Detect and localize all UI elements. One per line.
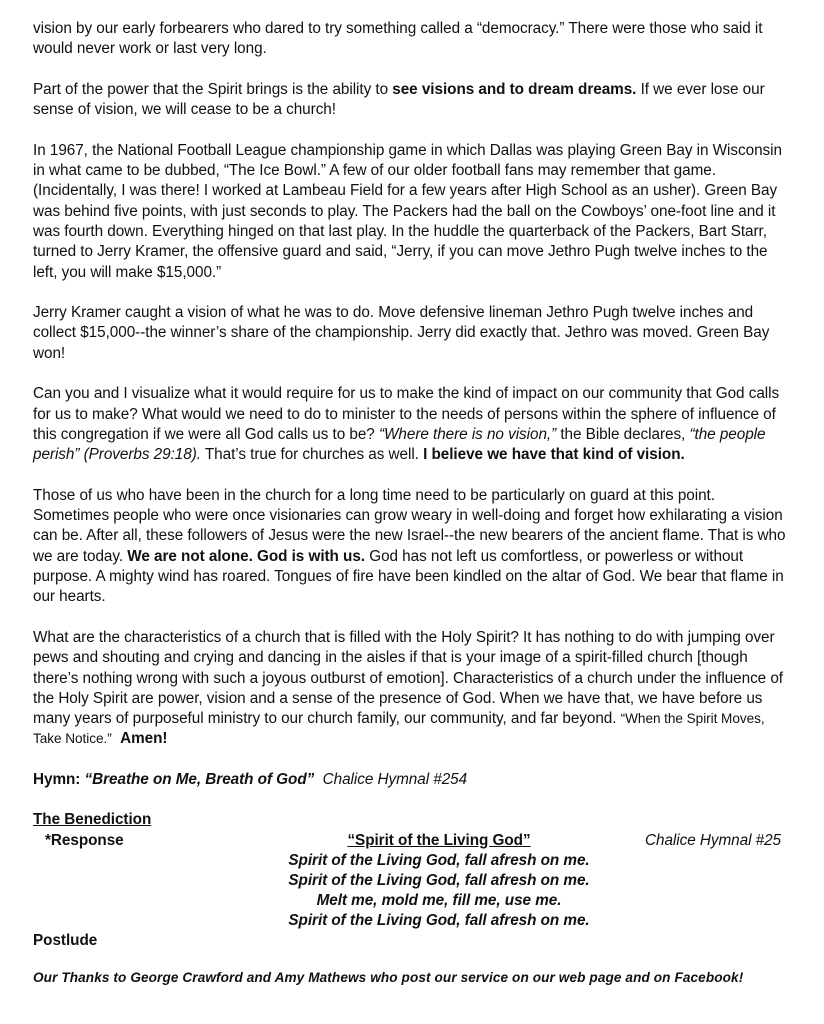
quote-text: “Where there is no vision,” (378, 425, 557, 443)
text-span: God has not left us comfortless, or powerless or without purpose. A mighty wind has roared. Tongues of fire have been kindled on the altar of God. We bear that flame in our hearts. (33, 547, 784, 606)
paragraph-democracy: vision by our early forbearers who dared to try something called a “democracy.” There were those who said it would never work or last very long. (33, 20, 763, 58)
text-span: Can you and I visualize what it would require for us to make the kind of impact on our community that God calls for us to make? What would we need to do to minister to the needs of persons within the sphere of influence of this congregation if we were all God calls us to be? (33, 385, 780, 443)
scripture-reference: “the people perish” (Proverbs 29:18). (33, 425, 766, 464)
paragraph-on-guard (33, 486, 795, 608)
paragraph-jerry-kramer: Jerry Kramer caught a vision of what he was to do. Move defensive lineman Jethro Pugh twelve inches and collect $15,000--the winner’s share of the championship. Jerry did exactly that. Jethro was moved. Green Bay won! (33, 304, 770, 362)
paragraph-characteristics (33, 628, 795, 750)
text-span: Part of the power that the Spirit brings is the ability to (33, 80, 393, 98)
text-span: the Bible declares, (556, 425, 690, 443)
emphasis-text: see visions and to dream dreams. (392, 80, 637, 98)
bulletin-page (33, 19, 795, 952)
verse-line: Spirit of the Living God, fall afresh on me. (288, 912, 590, 930)
sermon-title: “When the Spirit Moves, Take Notice.” (33, 711, 765, 747)
response-row (33, 831, 795, 851)
emphasis-text: We are not alone. God is with us. (127, 547, 366, 565)
hymn-label: Hymn: (33, 770, 85, 788)
thanks-note: Our Thanks to George Crawford and Amy Mathews who post our service on our web page and on Facebook! (33, 970, 744, 985)
verse-line: Spirit of the Living God, fall afresh on me. (288, 851, 590, 869)
response-label: *Response (45, 831, 124, 849)
benediction-heading: The Benediction (33, 811, 152, 829)
text-span: What are the characteristics of a church that is filled with the Holy Spirit? It has nothing to do with jumping over pews and shouting and crying and dancing in the aisles if that is your image of a spirit-filled church [though there’s nothing wrong with such a joyous outburst of emotion]. Characteristics of a church under the influence of the Holy Spirit are power, vision and a sense of the presence of God. When we have that, we have before us many years of purposeful ministry to our church family, our community, and far beyond. (33, 628, 783, 728)
hymn-title: “Breathe on Me, Breath of God” (84, 770, 315, 788)
amen-text: Amen! (120, 730, 168, 748)
text-span: That’s true for churches as well. (200, 446, 424, 464)
paragraph-ice-bowl: In 1967, the National Football League championship game in which Dallas was playing Green Bay in Wisconsin in what came to be dubbed, “The Ice Bowl.” A few of our older football fans may remember that game. (Incidentally, I was there! I worked at Lambeau Field for a few years after High School as an usher). Green Bay was behind five points, with just seconds to play. The Packers had the ball on the Cowboys’ one-foot line and it was fourth down. Everything hinged on that last play. In the huddle the quarterback of the Packers, Bart Starr, turned to Jerry Kramer, the offensive guard and said, “Jerry, if you can move Jethro Pugh twelve inches to the left, you will make $15,000.” (33, 141, 782, 281)
hymn-line (33, 770, 795, 790)
hymn-source: Chalice Hymnal #254 (322, 770, 468, 788)
emphasis-text: I believe we have that kind of vision. (423, 446, 685, 464)
paragraph-visualize (33, 384, 795, 465)
text-span: Those of us who have been in the church for a long time need to be particularly on guard at this point. Sometimes people who were once visionaries can grow weary in well-doing and forget how exhilarating a vision can be. After all, these followers of Jesus were the new Israel--the new bearers of the ancient flame. That is who we are today. (33, 486, 786, 565)
response-song-title: “Spirit of the Living God” (347, 831, 531, 849)
verse-line: Melt me, mold me, fill me, use me. (316, 891, 562, 909)
text-span: If we ever lose our sense of vision, we will cease to be a church! (33, 80, 765, 119)
paragraph-vision-power (33, 80, 795, 121)
response-hymnal: Chalice Hymnal #25 (645, 831, 781, 849)
postlude-heading: Postlude (33, 932, 98, 950)
verse-line: Spirit of the Living God, fall afresh on me. (288, 871, 590, 889)
